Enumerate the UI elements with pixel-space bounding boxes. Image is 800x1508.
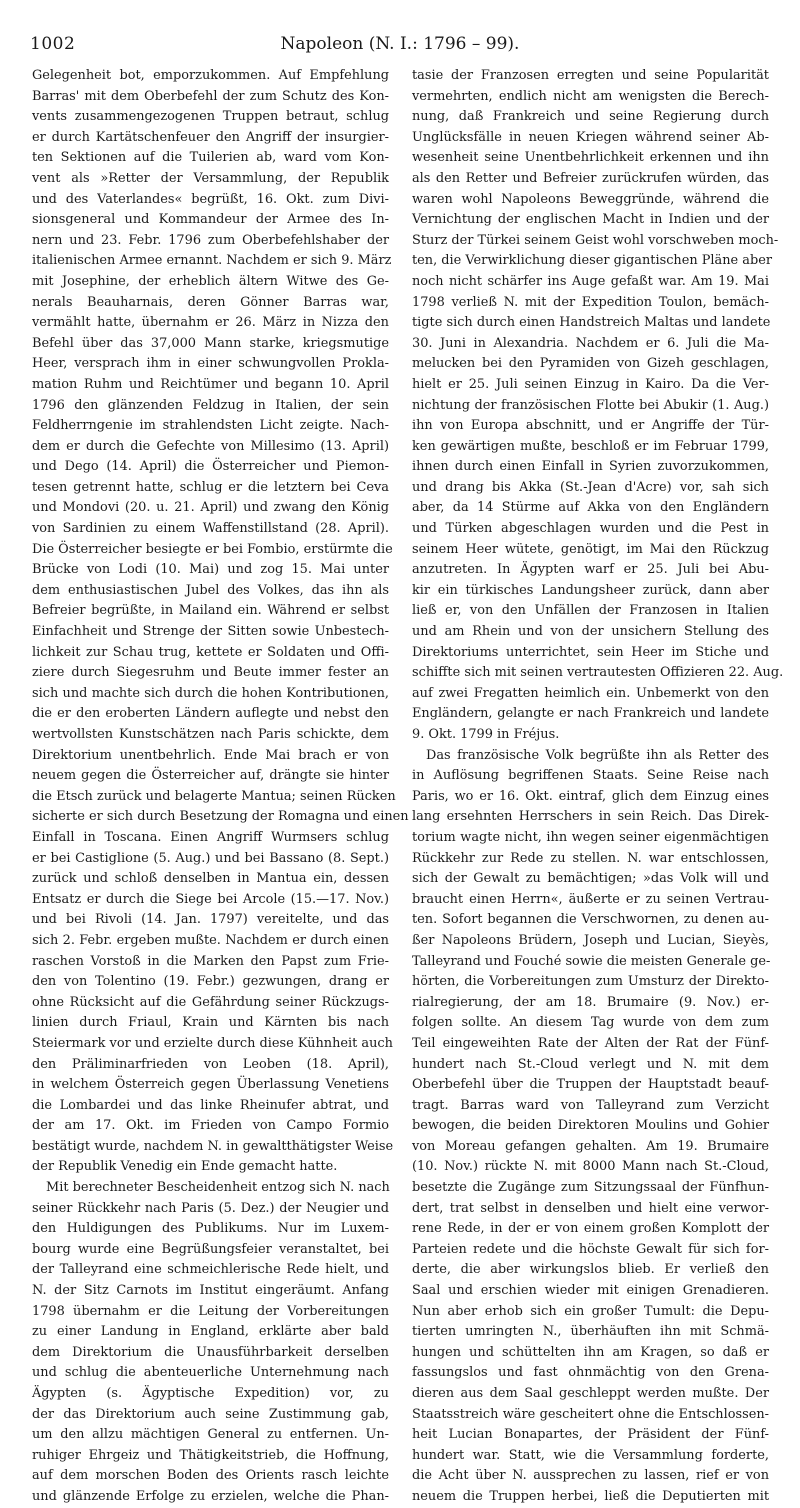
text-line: die Lombardei und das linke Rheinufer abtrat, und bbox=[32, 1097, 389, 1113]
text-line: ken gewärtigen mußte, beschloß er im Februar 1799, bbox=[412, 438, 769, 454]
text-line: ßer Napoleons Brüdern, Joseph und Lucian, Sieyès, bbox=[412, 932, 769, 948]
text-line: die er den eroberten Ländern auflegte und nebst den bbox=[32, 706, 389, 722]
text-line: er durch Kartätschenfeuer den Angriff der insurgier- bbox=[32, 129, 389, 145]
text-line: ten, die Verwirklichung dieser gigantischen Pläne aber bbox=[412, 253, 772, 269]
text-line: Oberbefehl über die Truppen der Hauptstadt beauf- bbox=[412, 1077, 769, 1093]
text-line: als den Retter und Befreier zurückrufen würden, das bbox=[412, 170, 769, 186]
text-line: 1798 übernahm er die Leitung der Vorbereitungen bbox=[32, 1303, 389, 1319]
text-line: aber, da 14 Stürme auf Akka von den Engländern bbox=[412, 500, 769, 516]
text-line: heit Lucian Bonapartes, der Präsident der Fünf- bbox=[412, 1427, 769, 1443]
text-line: seinem Heer wütete, genötigt, im Mai den Rückzug bbox=[412, 541, 769, 557]
text-line: Rückkehr zur Rede zu stellen. N. war entschlossen, bbox=[412, 850, 769, 866]
running-title: Napoleon (N. I.: 1796 – 99). bbox=[280, 34, 520, 54]
text-line: vermählt hatte, übernahm er 26. März in Nizza den bbox=[32, 315, 389, 331]
text-line: Teil eingeweihten Rate der Alten der Rat der Fünf- bbox=[412, 1035, 769, 1051]
text-line: zurück und schloß denselben in Mantua ein, dessen bbox=[32, 871, 389, 887]
text-line: hundert war. Statt, wie die Versammlung forderte, bbox=[412, 1447, 769, 1463]
text-line: melucken bei den Pyramiden von Gizeh geschlagen, bbox=[412, 356, 769, 372]
text-line: um den allzu mächtigen General zu entfernen. Un- bbox=[32, 1427, 389, 1443]
text-line: tierten umringten N., überhäuften ihn mit Schmä- bbox=[412, 1324, 769, 1340]
text-line: Barras' mit dem Oberbefehl der zum Schutz des Kon- bbox=[32, 88, 389, 104]
text-line: tigte sich durch einen Handstreich Maltas und landete bbox=[412, 315, 771, 331]
text-line: Staatsstreich wäre gescheitert ohne die Entschlossen- bbox=[412, 1406, 769, 1422]
text-line: dert, trat selbst in denselben und hielt eine verwor- bbox=[412, 1200, 769, 1216]
text-line: Nun aber erhob sich ein großer Tumult: die Depu- bbox=[412, 1303, 769, 1319]
text-line: und bei Rivoli (14. Jan. 1797) vereitelte, und das bbox=[32, 912, 389, 928]
text-line: bewogen, die beiden Direktoren Moulins und Gohier bbox=[412, 1118, 769, 1134]
text-line: nichtung der französischen Flotte bei Abukir (1. Aug.) bbox=[412, 397, 769, 413]
text-line: nung, daß Frankreich und seine Regierung durch bbox=[412, 109, 769, 125]
text-line: neuem die Truppen herbei, ließ die Deputierten mit bbox=[412, 1488, 769, 1504]
text-line: ließ er, von den Unfällen der Franzosen in Italien bbox=[412, 603, 769, 619]
text-line: derte, die aber wirkungslos blieb. Er verließ den bbox=[412, 1262, 769, 1278]
text-line: mit Josephine, der erheblich ältern Witwe des Ge- bbox=[32, 273, 389, 289]
text-line: rialregierung, der am 18. Brumaire (9. Nov.) er- bbox=[412, 994, 769, 1010]
text-line: sionsgeneral und Kommandeur der Armee des In- bbox=[32, 212, 389, 228]
text-line: vermehrten, endlich nicht am wenigsten die Berech- bbox=[412, 88, 769, 104]
text-line: folgen sollte. An diesem Tag wurde von dem zum bbox=[412, 1015, 769, 1031]
text-line: und des Vaterlandes« begrüßt, 16. Okt. zum Divi- bbox=[32, 191, 389, 207]
text-line: und Dego (14. April) die Österreicher und Piemon- bbox=[32, 459, 389, 475]
text-line: zu einer Landung in England, erklärte aber bald bbox=[32, 1324, 389, 1340]
text-line: Befreier begrüßte, in Mailand ein. Während er selbst bbox=[32, 603, 389, 619]
text-line: sicherte er sich durch Besetzung der Romagna und einen bbox=[32, 809, 409, 825]
text-line: Feldherrngenie im strahlendsten Licht zeigte. Nach- bbox=[32, 418, 389, 434]
text-line: und Mondovi (20. u. 21. April) und zwang den König bbox=[32, 500, 389, 516]
text-line: 9. Okt. 1799 in Fréjus. bbox=[412, 727, 560, 742]
text-line: Ägypten (s. Ägyptische Expedition) vor, zu bbox=[32, 1386, 389, 1401]
text-line: Einfachheit und Strenge der Sitten sowie Unbestech- bbox=[32, 624, 389, 640]
text-line: Vernichtung der englischen Macht in Indien und der bbox=[412, 212, 769, 228]
text-line: waren wohl Napoleons Beweggründe, während die bbox=[412, 191, 769, 207]
text-line: in Auflösung begriffenen Staats. Seine Reise nach bbox=[412, 768, 769, 784]
page-header bbox=[30, 34, 770, 60]
text-line: nerals Beauharnais, deren Gönner Barras war, bbox=[32, 294, 389, 310]
text-line: Unglücksfälle in neuen Kriegen während seiner Ab- bbox=[412, 129, 769, 145]
text-line: 1798 verließ N. mit der Expedition Toulon, bemäch- bbox=[412, 294, 769, 310]
text-line: hungen und schüttelten ihn am Kragen, so daß er bbox=[412, 1344, 769, 1360]
text-line: besetzte die Zugänge zum Sitzungssaal der Fünfhun- bbox=[412, 1180, 769, 1196]
text-line: Gelegenheit bot, emporzukommen. Auf Empfehlung bbox=[32, 68, 389, 83]
text-line: die Etsch zurück und belagerte Mantua; seinen Rücken bbox=[32, 788, 396, 804]
text-line: Steiermark vor und erzielte durch diese Kühnheit auch bbox=[32, 1035, 393, 1051]
text-line: der das Direktorium auch seine Zustimmung gab, bbox=[32, 1406, 389, 1422]
text-line: tragt. Barras ward von Talleyrand zum Verzicht bbox=[412, 1097, 769, 1113]
text-line: ziere durch Siegesruhm und Beute immer fester an bbox=[32, 665, 389, 681]
text-line: 1796 den glänzenden Feldzug in Italien, der sein bbox=[32, 397, 389, 413]
text-line: Die Österreicher besiegte er bei Fombio, erstürmte die bbox=[32, 541, 393, 557]
text-line: den Präliminarfrieden von Leoben (18. April), bbox=[32, 1056, 389, 1072]
text-line: dieren aus dem Saal geschleppt werden mußte. Der bbox=[412, 1386, 769, 1401]
text-line: Direktoriums unterrichtet, sein Heer im Stiche und bbox=[412, 644, 769, 660]
text-line: Parteien redete und die höchste Gewalt für sich for- bbox=[412, 1241, 769, 1257]
text-line: und Türken abgeschlagen wurden und die Pest in bbox=[412, 521, 769, 537]
text-line: in welchem Österreich gegen Überlassung Venetiens bbox=[32, 1077, 389, 1093]
text-line: fassungslos und fast ohnmächtig von den Grena- bbox=[412, 1365, 769, 1381]
text-line: N. der Sitz Carnots im Institut eingeräumt. Anfang bbox=[32, 1283, 389, 1299]
text-line: nern und 23. Febr. 1796 zum Oberbefehlshaber der bbox=[32, 232, 389, 248]
page-number: 1002 bbox=[30, 34, 76, 54]
text-line: ruhiger Ehrgeiz und Thätigkeitstrieb, die Hoffnung, bbox=[32, 1447, 389, 1463]
text-line: Heer, versprach ihm in einer schwungvollen Prokla- bbox=[32, 356, 389, 372]
text-line: der Talleyrand eine schmeichlerische Rede hielt, und bbox=[32, 1262, 389, 1278]
text-line: vents zusammengezogenen Truppen betraut, schlug bbox=[32, 109, 389, 125]
text-line: vent als »Retter der Versammlung, der Republik bbox=[32, 170, 389, 186]
text-line: torium wagte nicht, ihn wegen seiner eigenmächtigen bbox=[412, 829, 769, 845]
text-line: Brücke von Lodi (10. Mai) und zog 15. Mai unter bbox=[32, 562, 389, 578]
text-line: 30. Juni in Alexandria. Nachdem er 6. Juli die Ma- bbox=[412, 335, 769, 351]
text-line: die Acht über N. aussprechen zu lassen, rief er von bbox=[412, 1468, 769, 1484]
text-line: dem enthusiastischen Jubel des Volkes, das ihn als bbox=[32, 582, 389, 598]
text-line: sich der Gewalt zu bemächtigen; »das Volk will und bbox=[412, 871, 769, 887]
text-line: Einfall in Toscana. Einen Angriff Wurmsers schlug bbox=[32, 829, 389, 845]
text-line: auf zwei Fregatten heimlich ein. Unbemerkt von den bbox=[412, 685, 769, 701]
text-line: lichkeit zur Schau trug, kettete er Soldaten und Offi- bbox=[32, 644, 389, 660]
text-line: von Moreau gefangen gehalten. Am 19. Brumaire bbox=[412, 1138, 769, 1154]
text-line: dem er durch die Gefechte von Millesimo (13. April) bbox=[32, 438, 389, 454]
text-line: den von Tolentino (19. Febr.) gezwungen, drang er bbox=[32, 974, 389, 990]
text-line: Befehl über das 37,000 Mann starke, kriegsmutige bbox=[32, 335, 389, 351]
text-line: braucht einen Herrn«, äußerte er zu seinen Vertrau- bbox=[412, 891, 769, 907]
text-line: den Huldigungen des Publikums. Nur im Luxem- bbox=[32, 1221, 389, 1237]
text-line: bourg wurde eine Begrüßungsfeier veranstaltet, bei bbox=[32, 1241, 389, 1257]
text-line: linien durch Friaul, Krain und Kärnten bis nach bbox=[32, 1015, 389, 1031]
text-line: schiffte sich mit seinen vertrautesten Offizieren 22. Aug. bbox=[412, 665, 784, 681]
text-line: wesenheit seine Unentbehrlichkeit erkennen und ihn bbox=[412, 150, 769, 166]
text-line: ten. Sofort begannen die Verschwornen, zu denen au- bbox=[412, 912, 769, 928]
text-line: und drang bis Akka (St.-Jean d'Acre) vor, sah sich bbox=[412, 479, 769, 495]
text-line: Saal und erschien wieder mit einigen Grenadieren. bbox=[412, 1283, 769, 1299]
text-line: anzutreten. In Ägypten warf er 25. Juli bei Abu- bbox=[412, 562, 769, 578]
text-line: seiner Rückkehr nach Paris (5. Dez.) der Neugier und bbox=[32, 1200, 389, 1216]
left-text-column bbox=[32, 66, 409, 1504]
text-line: ihnen durch einen Einfall in Syrien zuvorzukommen, bbox=[412, 459, 769, 475]
text-line: auf dem morschen Boden des Orients rasch leichte bbox=[32, 1468, 389, 1484]
text-line: ten Sektionen auf die Tuilerien ab, ward vom Kon- bbox=[32, 150, 389, 166]
text-line: Sturz der Türkei seinem Geist wohl vorschweben moch- bbox=[412, 232, 779, 248]
right-text-column bbox=[412, 66, 784, 1504]
text-line: sich und machte sich durch die hohen Kontributionen, bbox=[32, 685, 389, 701]
text-line: sich 2. Febr. ergeben mußte. Nachdem er durch einen bbox=[32, 932, 389, 948]
text-line: wertvollsten Kunstschätzen nach Paris schickte, dem bbox=[32, 727, 389, 742]
text-line: kir ein türkisches Landungsheer zurück, dann aber bbox=[412, 582, 769, 598]
text-line: bestätigt wurde, nachdem N. in gewaltthätigster Weise bbox=[32, 1138, 394, 1154]
text-line: von Sardinien zu einem Waffenstillstand (28. April). bbox=[32, 521, 389, 537]
text-line: der Republik Venedig ein Ende gemacht hatte. bbox=[32, 1159, 338, 1175]
text-line: Mit berechneter Bescheidenheit entzog sich N. nach bbox=[46, 1180, 390, 1196]
text-line: hielt er 25. Juli seinen Einzug in Kairo. Da die Ver- bbox=[412, 376, 769, 392]
text-line: raschen Vorstoß in die Marken den Papst zum Frie- bbox=[32, 953, 389, 969]
text-line: hörten, die Vorbereitungen zum Umsturz der Direkto- bbox=[412, 974, 769, 990]
text-line: Entsatz er durch die Siege bei Arcole (15.—17. Nov.) bbox=[32, 891, 389, 907]
text-line: rene Rede, in der er von einem großen Komplott der bbox=[412, 1221, 769, 1237]
text-line: neuem gegen die Österreicher auf, drängte sie hinter bbox=[32, 768, 389, 784]
text-line: noch nicht schärfer ins Auge gefaßt war. Am 19. Mai bbox=[412, 273, 769, 289]
text-line: Das französische Volk begrüßte ihn als Retter des bbox=[426, 747, 769, 763]
text-line: er bei Castiglione (5. Aug.) und bei Bassano (8. Sept.) bbox=[32, 850, 389, 866]
text-line: und glänzende Erfolge zu erzielen, welche die Phan- bbox=[32, 1488, 389, 1504]
text-line: Talleyrand und Fouché sowie die meisten Generale ge- bbox=[412, 953, 771, 969]
text-line: hundert nach St.-Cloud verlegt und N. mit dem bbox=[412, 1056, 769, 1072]
text-line: und am Rhein und von der unsichern Stellung des bbox=[412, 624, 769, 640]
text-line: Engländern, gelangte er nach Frankreich und landete bbox=[412, 706, 769, 722]
text-line: (10. Nov.) rückte N. mit 8000 Mann nach St.-Cloud, bbox=[412, 1159, 769, 1175]
text-line: ohne Rücksicht auf die Gefährdung seiner Rückzugs- bbox=[32, 994, 389, 1010]
text-line: ihn von Europa abschnitt, und er Angriffe der Tür- bbox=[412, 418, 769, 434]
text-line: dem Direktorium die Unausführbarkeit derselben bbox=[32, 1344, 389, 1360]
text-line: italienischen Armee ernannt. Nachdem er sich 9. März bbox=[32, 253, 392, 269]
text-line: mation Ruhm und Reichtümer und begann 10. April bbox=[32, 376, 389, 392]
text-line: lang ersehnten Herrschers in sein Reich. Das Direk- bbox=[412, 809, 769, 825]
text-line: tesen getrennt hatte, schlug er die letztern bei Ceva bbox=[32, 479, 389, 495]
text-line: Paris, wo er 16. Okt. eintraf, glich dem Einzug eines bbox=[412, 788, 769, 804]
text-line: der am 17. Okt. im Frieden von Campo Formio bbox=[32, 1118, 389, 1134]
text-line: tasie der Franzosen erregten und seine Popularität bbox=[412, 68, 769, 83]
text-line: und schlug die abenteuerliche Unternehmung nach bbox=[32, 1365, 389, 1381]
text-line: Direktorium unentbehrlich. Ende Mai brach er von bbox=[32, 747, 389, 763]
